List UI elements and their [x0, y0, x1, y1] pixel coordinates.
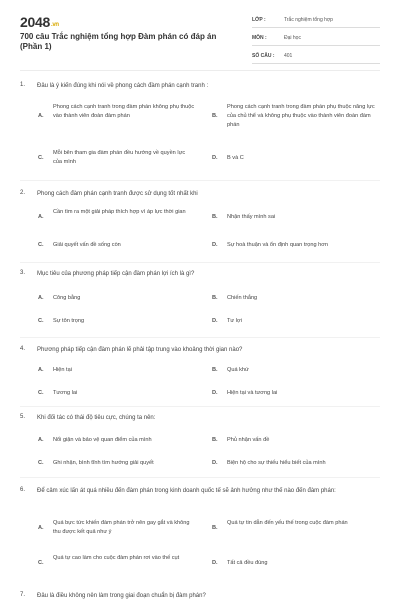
- option-letter: C.: [38, 242, 44, 248]
- option-text: Giải quyết vấn đề sống còn: [53, 242, 121, 248]
- option-text: Quá bực tức khiến đàm phán trở nên gay gắt và không thu được kết quả như ý: [53, 520, 190, 535]
- option-letter: C.: [38, 155, 44, 161]
- question-number: 5.: [20, 414, 26, 420]
- option-text: Phủ nhận vấn đề: [227, 437, 270, 443]
- option-letter: B.: [212, 113, 218, 119]
- option-text: Hiện tại: [53, 367, 72, 373]
- option-letter: A.: [38, 113, 44, 119]
- option-letter: C.: [38, 460, 44, 466]
- meta-value: Trắc nghiệm tổng hợp: [284, 17, 333, 23]
- document-meta: [252, 12, 380, 66]
- option-letter: D.: [212, 390, 218, 396]
- document-header: [0, 0, 400, 68]
- option-text: Nhận thấy mình sai: [227, 214, 276, 220]
- document-title: 700 câu Trắc nghiệm tổng hợp Đàm phán có đáp án (Phần 1): [20, 32, 217, 51]
- meta-label: SỐ CÂU :: [252, 53, 275, 59]
- option-letter: D.: [212, 560, 218, 566]
- option-letter: D.: [212, 460, 218, 466]
- option-letter: B.: [212, 367, 218, 373]
- question-number: 1.: [20, 82, 26, 88]
- option-text: Quá tự cao làm cho cuộc đàm phán rơi vào thế cụt: [53, 555, 180, 561]
- option-letter: A.: [38, 525, 44, 531]
- option-letter: B.: [212, 437, 218, 443]
- option-letter: D.: [212, 318, 218, 324]
- option-text: Cần tìm ra một giải pháp thích hợp vì áp lực thời gian: [53, 209, 186, 215]
- option-letter: D.: [212, 242, 218, 248]
- option-text: Phong cách cạnh tranh trong đàm phán không phụ thuộc vào thành viên đoàn đàm phán: [53, 104, 195, 119]
- meta-row-count: [252, 48, 380, 64]
- logo-main: 2048: [20, 14, 50, 30]
- option-text: Mỗi bên tham gia đàm phán đều hướng về quyền lực của mình: [53, 150, 186, 165]
- question-number: 4.: [20, 346, 26, 352]
- option-text: Tương lai: [53, 390, 78, 396]
- option-text: Quá tự tin dẫn đến yếu thế trong cuộc đàm phán: [227, 520, 348, 526]
- option-letter: A.: [38, 214, 44, 220]
- question-separator: [20, 262, 380, 263]
- option-text: Ghi nhận, bình tĩnh tìm hướng giải quyết: [53, 460, 154, 466]
- option-text: Phong cách cạnh tranh trong đàm phán phụ thuộc năng lực của chủ thể và không phụ thuộc vào thành viên đoàn đàm phán: [227, 104, 375, 128]
- option-letter: C.: [38, 318, 44, 324]
- option-letter: B.: [212, 214, 218, 220]
- question-number: 7.: [20, 592, 26, 598]
- option-text: Sự hoà thuận và ổn định quan trọng hơn: [227, 242, 329, 248]
- option-text: Hiện tại và tương lai: [227, 390, 278, 396]
- question-text: Để cảm xúc lấn át quá nhiều đến đàm phán trong kinh doanh quốc tế sẽ ảnh hưởng như thế nào đến đàm phán:: [37, 488, 336, 494]
- question-number: 2.: [20, 190, 26, 196]
- option-text: B và C: [227, 155, 244, 161]
- option-text: Biện hộ cho sự thiếu hiểu biết của mình: [227, 460, 326, 466]
- option-text: Tư lợi: [227, 318, 242, 324]
- option-letter: D.: [212, 155, 218, 161]
- question-separator: [20, 337, 380, 338]
- question-number: 6.: [20, 487, 26, 493]
- question-text: Phong cách đàm phán cạnh tranh được sử dụng tốt nhất khi: [37, 191, 198, 197]
- option-letter: A.: [38, 367, 44, 373]
- question-number: 3.: [20, 270, 26, 276]
- meta-label: LỚP :: [252, 17, 266, 23]
- meta-value: 401: [284, 53, 293, 59]
- question-separator: [20, 477, 380, 478]
- question-text: Khi đối tác có thái độ tiêu cực, chúng ta nên:: [37, 415, 156, 421]
- option-letter: A.: [38, 295, 44, 301]
- question-separator: [20, 180, 380, 181]
- question-text: Đâu là điều không nên làm trong giai đoạn chuẩn bị đàm phán?: [37, 593, 206, 599]
- option-letter: C.: [38, 560, 44, 566]
- question-text: Phương pháp tiếp cận đàm phán lẽ phải tập trung vào khoảng thời gian nào?: [37, 347, 243, 353]
- header-divider: [20, 70, 380, 71]
- option-text: Sự tôn trọng: [53, 318, 85, 324]
- meta-row-subject: [252, 30, 380, 46]
- meta-value: Đại học: [284, 35, 301, 41]
- option-letter: C.: [38, 390, 44, 396]
- site-logo[interactable]: [20, 14, 59, 30]
- option-text: Công bằng: [53, 295, 81, 301]
- meta-label: MÔN :: [252, 35, 267, 41]
- option-text: Nổi giận và bảo vệ quan điểm của mình: [53, 437, 152, 443]
- question-text: Đâu là ý kiến đúng khi nói về phong cách đàm phán cạnh tranh :: [37, 83, 209, 89]
- question-text: Mục tiêu của phương pháp tiếp cận đàm phán lợi ích là gì?: [37, 271, 195, 277]
- option-text: Chiến thắng: [227, 295, 258, 301]
- option-text: Quá khứ: [227, 367, 249, 373]
- option-text: Tất cả đều đúng: [227, 560, 268, 566]
- meta-row-class: [252, 12, 380, 28]
- option-letter: A.: [38, 437, 44, 443]
- option-letter: B.: [212, 525, 218, 531]
- option-letter: B.: [212, 295, 218, 301]
- logo-suffix: .vn: [50, 22, 59, 28]
- question-separator: [20, 406, 380, 407]
